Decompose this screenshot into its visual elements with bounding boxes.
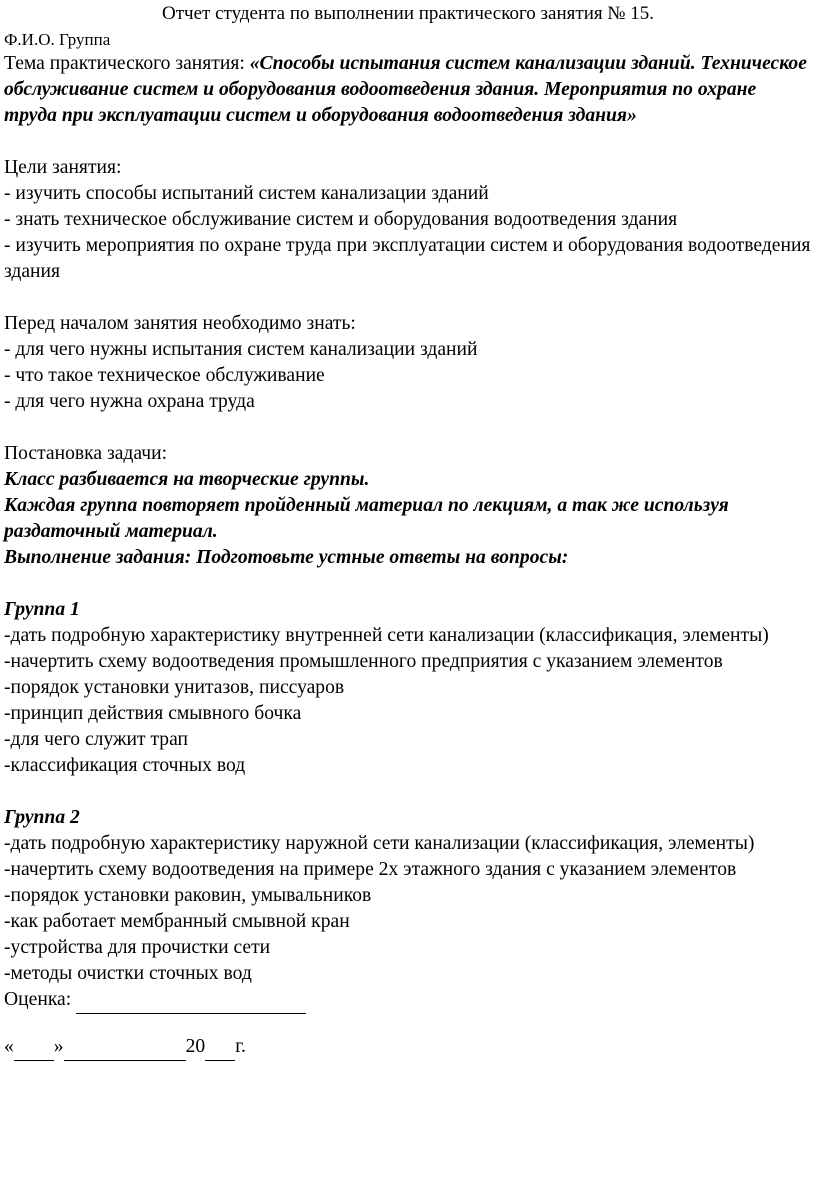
group1-item: -начертить схему водоотведения промышленного предприятия с указанием элементов	[4, 651, 723, 672]
date-day-blank	[14, 1034, 54, 1061]
prerequisite-item: - что такое техническое обслуживание	[4, 365, 325, 386]
goals-heading: Цели занятия:	[4, 157, 122, 178]
grade-label: Оценка:	[4, 989, 72, 1010]
group1-item: -для чего служит трап	[4, 729, 188, 750]
group1-item: -классификация сточных вод	[4, 755, 246, 776]
goal-item: - изучить способы испытаний систем канализации зданий	[4, 183, 489, 204]
group2-item: -начертить схему водоотведения на примере 2х этажного здания с указанием элементов	[4, 859, 737, 880]
prerequisite-item: - для чего нужны испытания систем канализации зданий	[4, 339, 478, 360]
group2-title: Группа 2	[4, 807, 80, 828]
date-open-quote: «	[4, 1036, 14, 1057]
group2-item: -порядок установки раковин, умывальников	[4, 885, 372, 906]
task-line: Класс разбивается на творческие группы.	[4, 469, 370, 490]
topic-paragraph	[4, 51, 812, 129]
group1-item: -дать подробную характеристику внутренней сети канализации (классификация, элементы)	[4, 625, 769, 646]
goal-item: - изучить мероприятия по охране труда при эксплуатации систем и оборудования водоотведения здания	[4, 235, 811, 282]
grade-row	[4, 987, 812, 1014]
date-year-suffix: г.	[235, 1036, 246, 1057]
group2-item: -методы очистки сточных вод	[4, 963, 252, 984]
task-heading: Постановка задачи:	[4, 443, 168, 464]
group2-item: -дать подробную характеристику наружной сети канализации (классификация, элементы)	[4, 833, 755, 854]
topic-text: «Способы испытания систем канализации зданий. Техническое обслуживание систем и оборудования водоотведения здания. Мероприятия по охране труда при эксплуатации систем и оборудования водоотведения здания»	[4, 53, 807, 126]
student-name-group: Ф.И.О. Группа	[4, 30, 111, 49]
prerequisites-heading: Перед началом занятия необходимо знать:	[4, 313, 356, 334]
group1-item: -принцип действия смывного бочка	[4, 703, 302, 724]
date-row	[4, 1034, 812, 1061]
group2-item: -устройства для прочистки сети	[4, 937, 271, 958]
task-line: Выполнение задания: Подготовьте устные ответы на вопросы:	[4, 547, 569, 568]
date-month-blank	[64, 1034, 186, 1061]
group2-item: -как работает мембранный смывной кран	[4, 911, 350, 932]
date-century: 20	[185, 1036, 206, 1057]
goal-item: - знать техническое обслуживание систем и оборудования водоотведения здания	[4, 209, 678, 230]
date-year-blank	[205, 1034, 235, 1061]
prerequisite-item: - для чего нужна охрана труда	[4, 391, 255, 412]
date-close-quote: »	[53, 1036, 64, 1057]
topic-label: Тема практического занятия:	[4, 53, 250, 74]
group1-title: Группа 1	[4, 599, 80, 620]
report-title: Отчет студента по выполнении практического занятия № 15.	[162, 3, 654, 24]
task-line: Каждая группа повторяет пройденный материал по лекциям, а так же используя раздаточный материал.	[4, 495, 729, 542]
grade-blank-line	[76, 987, 306, 1014]
group1-item: -порядок установки унитазов, писсуаров	[4, 677, 345, 698]
